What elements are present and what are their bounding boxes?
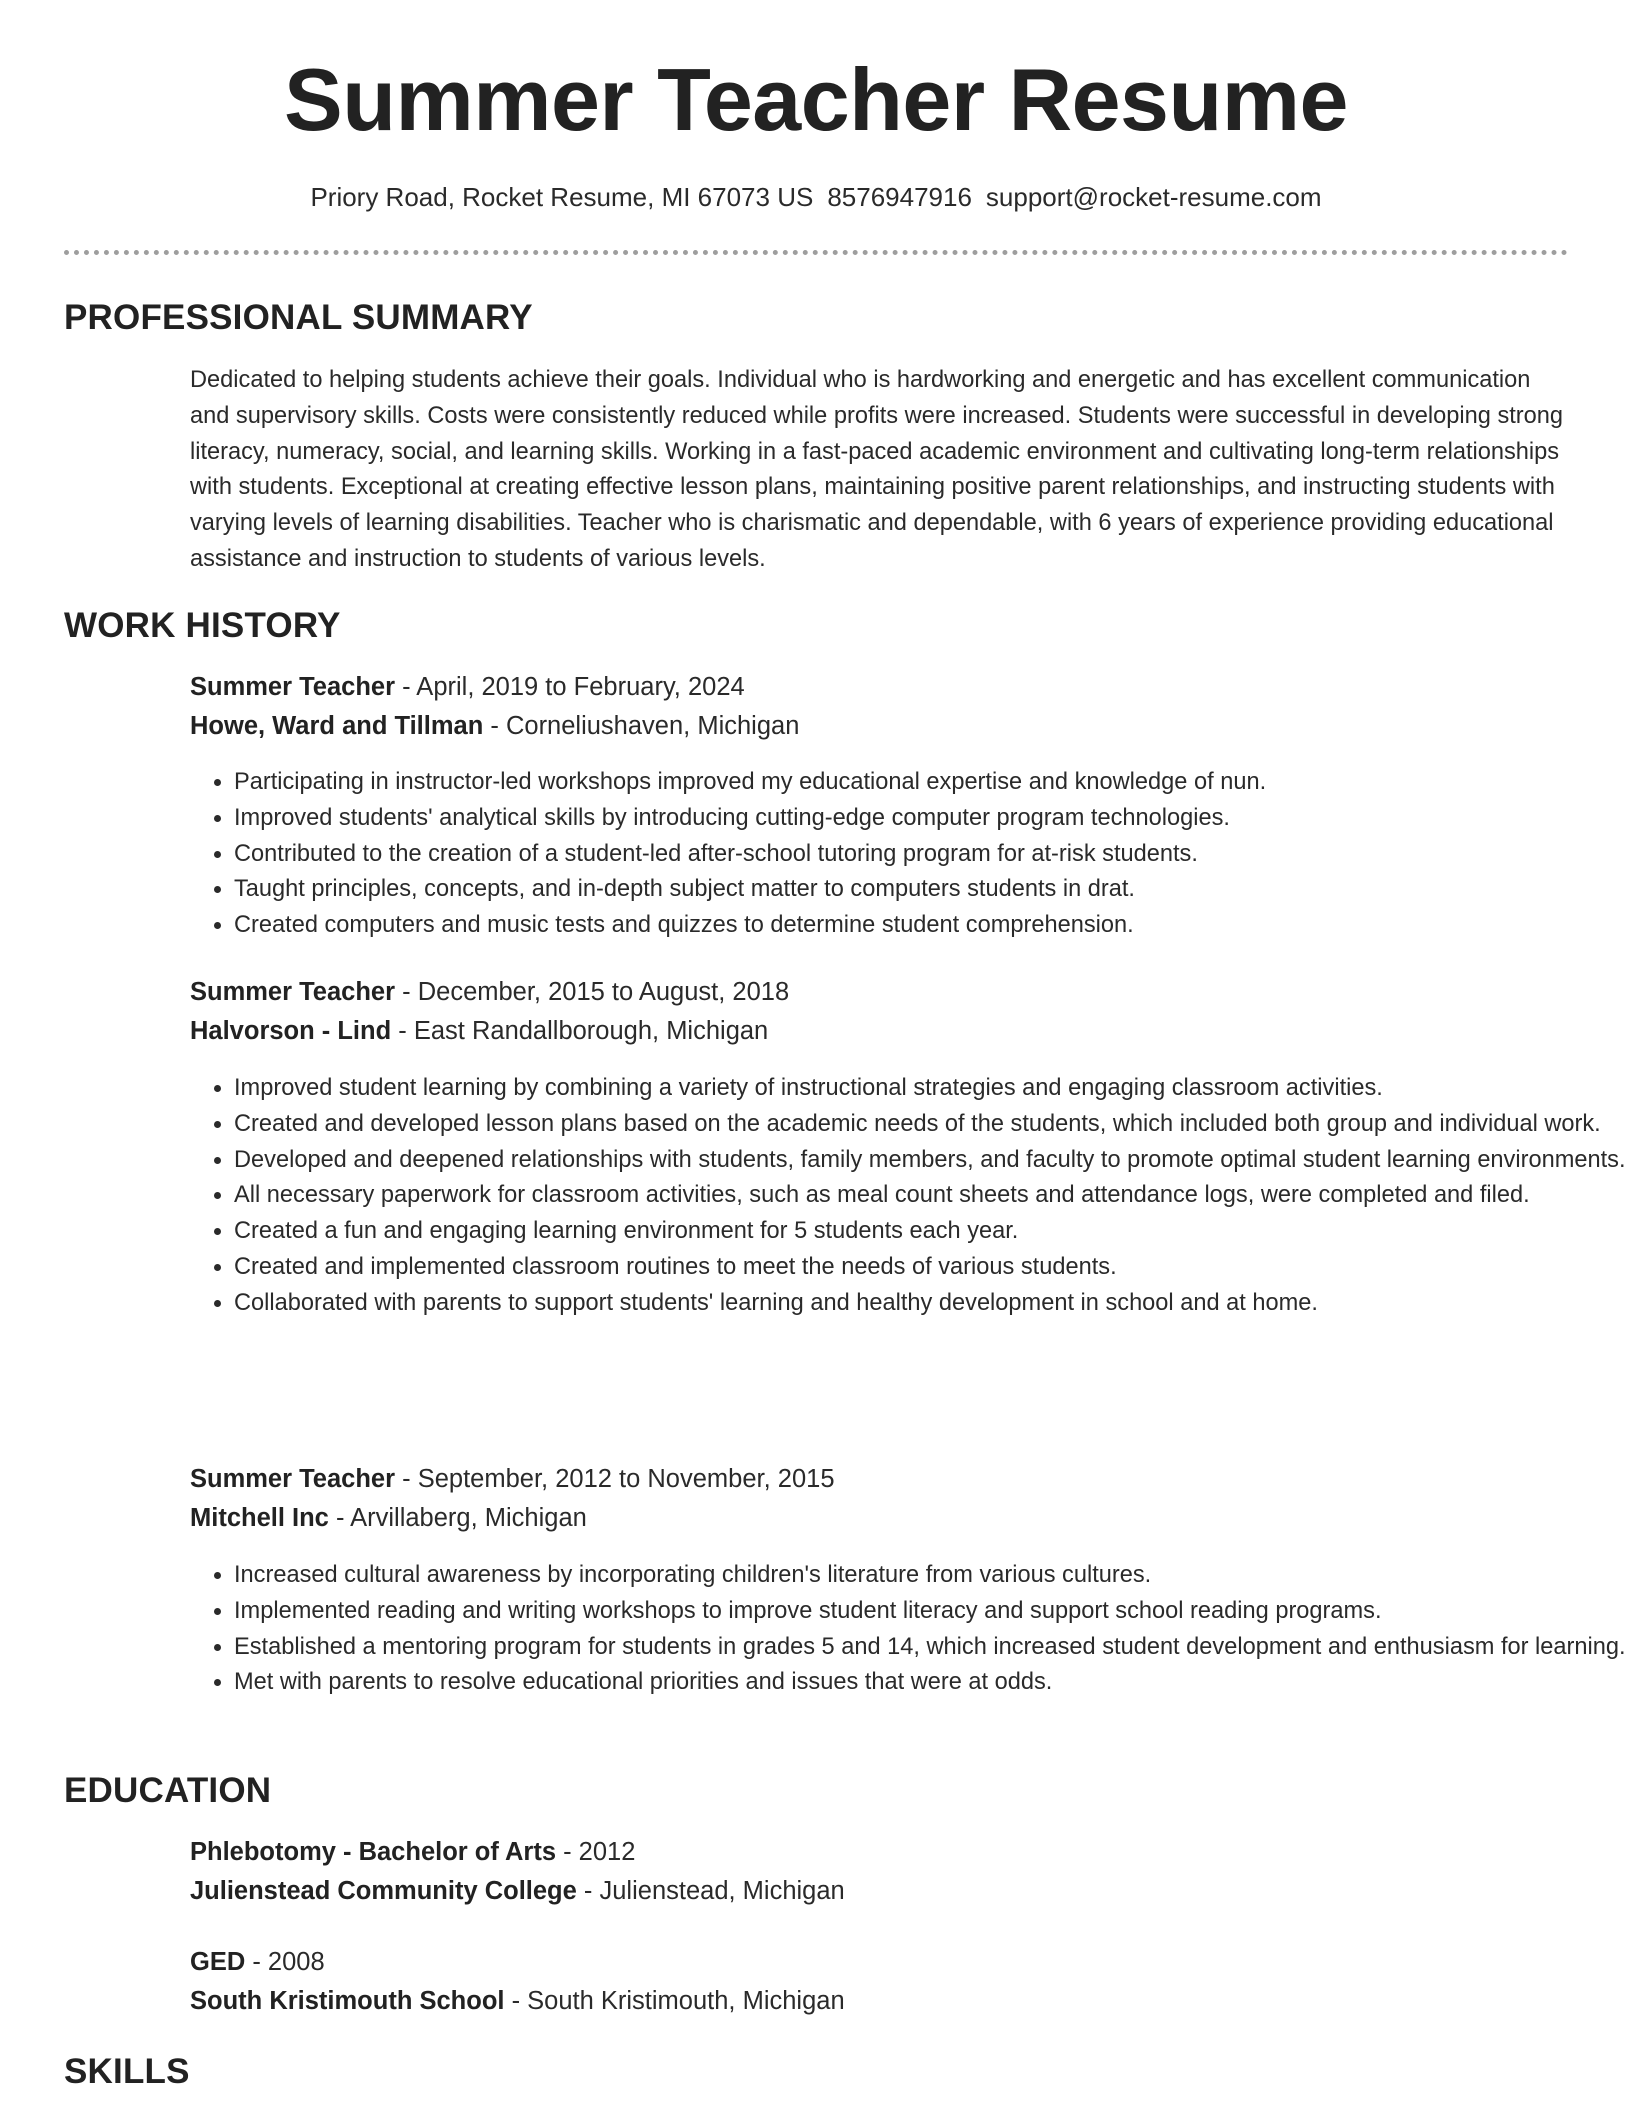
job-location: - East Randallborough, Michigan bbox=[398, 1017, 769, 1045]
section-heading-work-history: WORK HISTORY bbox=[64, 606, 341, 645]
job-bullet: • Developed and deepened relationships with students, family members, and faculty to promote optimal student learning environments. bbox=[234, 1143, 1626, 1179]
resume-title: Summer Teacher Resume bbox=[284, 50, 1348, 149]
job-title-line bbox=[190, 673, 745, 702]
job-bullet: • Created computers and music tests and quizzes to determine student comprehension. bbox=[234, 908, 1626, 944]
job-bullet: • Improved students' analytical skills by introducing cutting-edge computer program technologies. bbox=[234, 801, 1626, 837]
job-company: Howe, Ward and Tillman bbox=[190, 712, 484, 740]
job-company: Halvorson - Lind bbox=[190, 1017, 392, 1045]
contact-phone: 8576947916 bbox=[827, 182, 972, 212]
section-heading-skills: SKILLS bbox=[64, 2052, 190, 2091]
education-degree: Phlebotomy - Bachelor of Arts bbox=[190, 1838, 557, 1866]
job-bullet: • Participating in instructor-led workshops improved my educational expertise and knowledge of nun. bbox=[234, 765, 1626, 801]
job-bullet: • Implemented reading and writing workshops to improve student literacy and support school reading programs. bbox=[234, 1594, 1626, 1630]
education-school-line bbox=[190, 1987, 845, 2016]
education-location: - South Kristimouth, Michigan bbox=[511, 1987, 845, 2015]
job-bullet: • Increased cultural awareness by incorporating children's literature from various cultures. bbox=[234, 1558, 1626, 1594]
job-company-line bbox=[190, 1504, 587, 1533]
job-company: Mitchell Inc bbox=[190, 1504, 329, 1532]
education-degree-line bbox=[190, 1948, 325, 1977]
job-dates: - September, 2012 to November, 2015 bbox=[402, 1465, 835, 1493]
job-bullet: • Created a fun and engaging learning environment for 5 students each year. bbox=[234, 1214, 1626, 1250]
job-company-line bbox=[190, 712, 799, 741]
education-school: South Kristimouth School bbox=[190, 1987, 505, 2015]
job-bullet-list bbox=[190, 1558, 1626, 1701]
education-degree: GED bbox=[190, 1948, 246, 1976]
job-title: Summer Teacher bbox=[190, 673, 396, 701]
job-title-line bbox=[190, 978, 789, 1007]
job-company-line bbox=[190, 1017, 768, 1046]
education-degree-line bbox=[190, 1838, 635, 1867]
section-heading-education: EDUCATION bbox=[64, 1771, 272, 1810]
job-dates: - April, 2019 to February, 2024 bbox=[402, 673, 745, 701]
education-school-line bbox=[190, 1877, 845, 1906]
job-bullet: • Contributed to the creation of a student-led after-school tutoring program for at-risk students. bbox=[234, 837, 1626, 873]
job-dates: - December, 2015 to August, 2018 bbox=[402, 978, 790, 1006]
summary-text: Dedicated to helping students achieve their goals. Individual who is hardworking and energetic and has excellent communication and supervisory skills. Costs were consistently reduced while profits were increased. Students were successful in developing strong literacy, numeracy, social, and learning skills. Working in a fast-paced academic environment and cultivating long-term relationships with students. Exceptional at creating effective lesson plans, maintaining positive parent relationships, and instructing students with varying levels of learning disabilities. Teacher who is charismatic and dependable, with 6 years of experience providing educational assistance and instruction to students of various levels. bbox=[190, 367, 1564, 572]
job-title: Summer Teacher bbox=[190, 1465, 396, 1493]
job-location: - Arvillaberg, Michigan bbox=[335, 1504, 587, 1532]
job-bullet: • Established a mentoring program for students in grades 5 and 14, which increased student development and enthusiasm for learning. bbox=[234, 1630, 1626, 1666]
job-bullet-list bbox=[190, 1071, 1626, 1322]
job-location: - Corneliushaven, Michigan bbox=[490, 712, 800, 740]
education-year: - 2008 bbox=[252, 1948, 325, 1976]
job-bullet: • Created and developed lesson plans based on the academic needs of the students, which included both group and individual work. bbox=[234, 1107, 1626, 1143]
job-bullet: • Taught principles, concepts, and in-depth subject matter to computers students in drat. bbox=[234, 872, 1626, 908]
job-bullet-list bbox=[190, 765, 1626, 944]
education-school: Julienstead Community College bbox=[190, 1877, 577, 1905]
job-title-line bbox=[190, 1465, 835, 1494]
job-bullet: • Collaborated with parents to support students' learning and healthy development in school and at home. bbox=[234, 1286, 1626, 1322]
education-year: - 2012 bbox=[563, 1838, 636, 1866]
header-divider bbox=[64, 250, 1568, 255]
contact-email: support@rocket-resume.com bbox=[985, 182, 1322, 212]
job-bullet: • Improved student learning by combining a variety of instructional strategies and engaging classroom activities. bbox=[234, 1071, 1626, 1107]
job-title: Summer Teacher bbox=[190, 978, 396, 1006]
job-bullet: • Met with parents to resolve educational priorities and issues that were at odds. bbox=[234, 1665, 1626, 1701]
job-bullet: • Created and implemented classroom routines to meet the needs of various students. bbox=[234, 1250, 1626, 1286]
education-location: - Julienstead, Michigan bbox=[583, 1877, 845, 1905]
contact-line bbox=[0, 182, 1632, 213]
contact-address: Priory Road, Rocket Resume, MI 67073 US bbox=[310, 182, 814, 212]
section-heading-summary: PROFESSIONAL SUMMARY bbox=[64, 298, 533, 337]
job-bullet: • All necessary paperwork for classroom activities, such as meal count sheets and attendance logs, were completed and filed. bbox=[234, 1178, 1626, 1214]
